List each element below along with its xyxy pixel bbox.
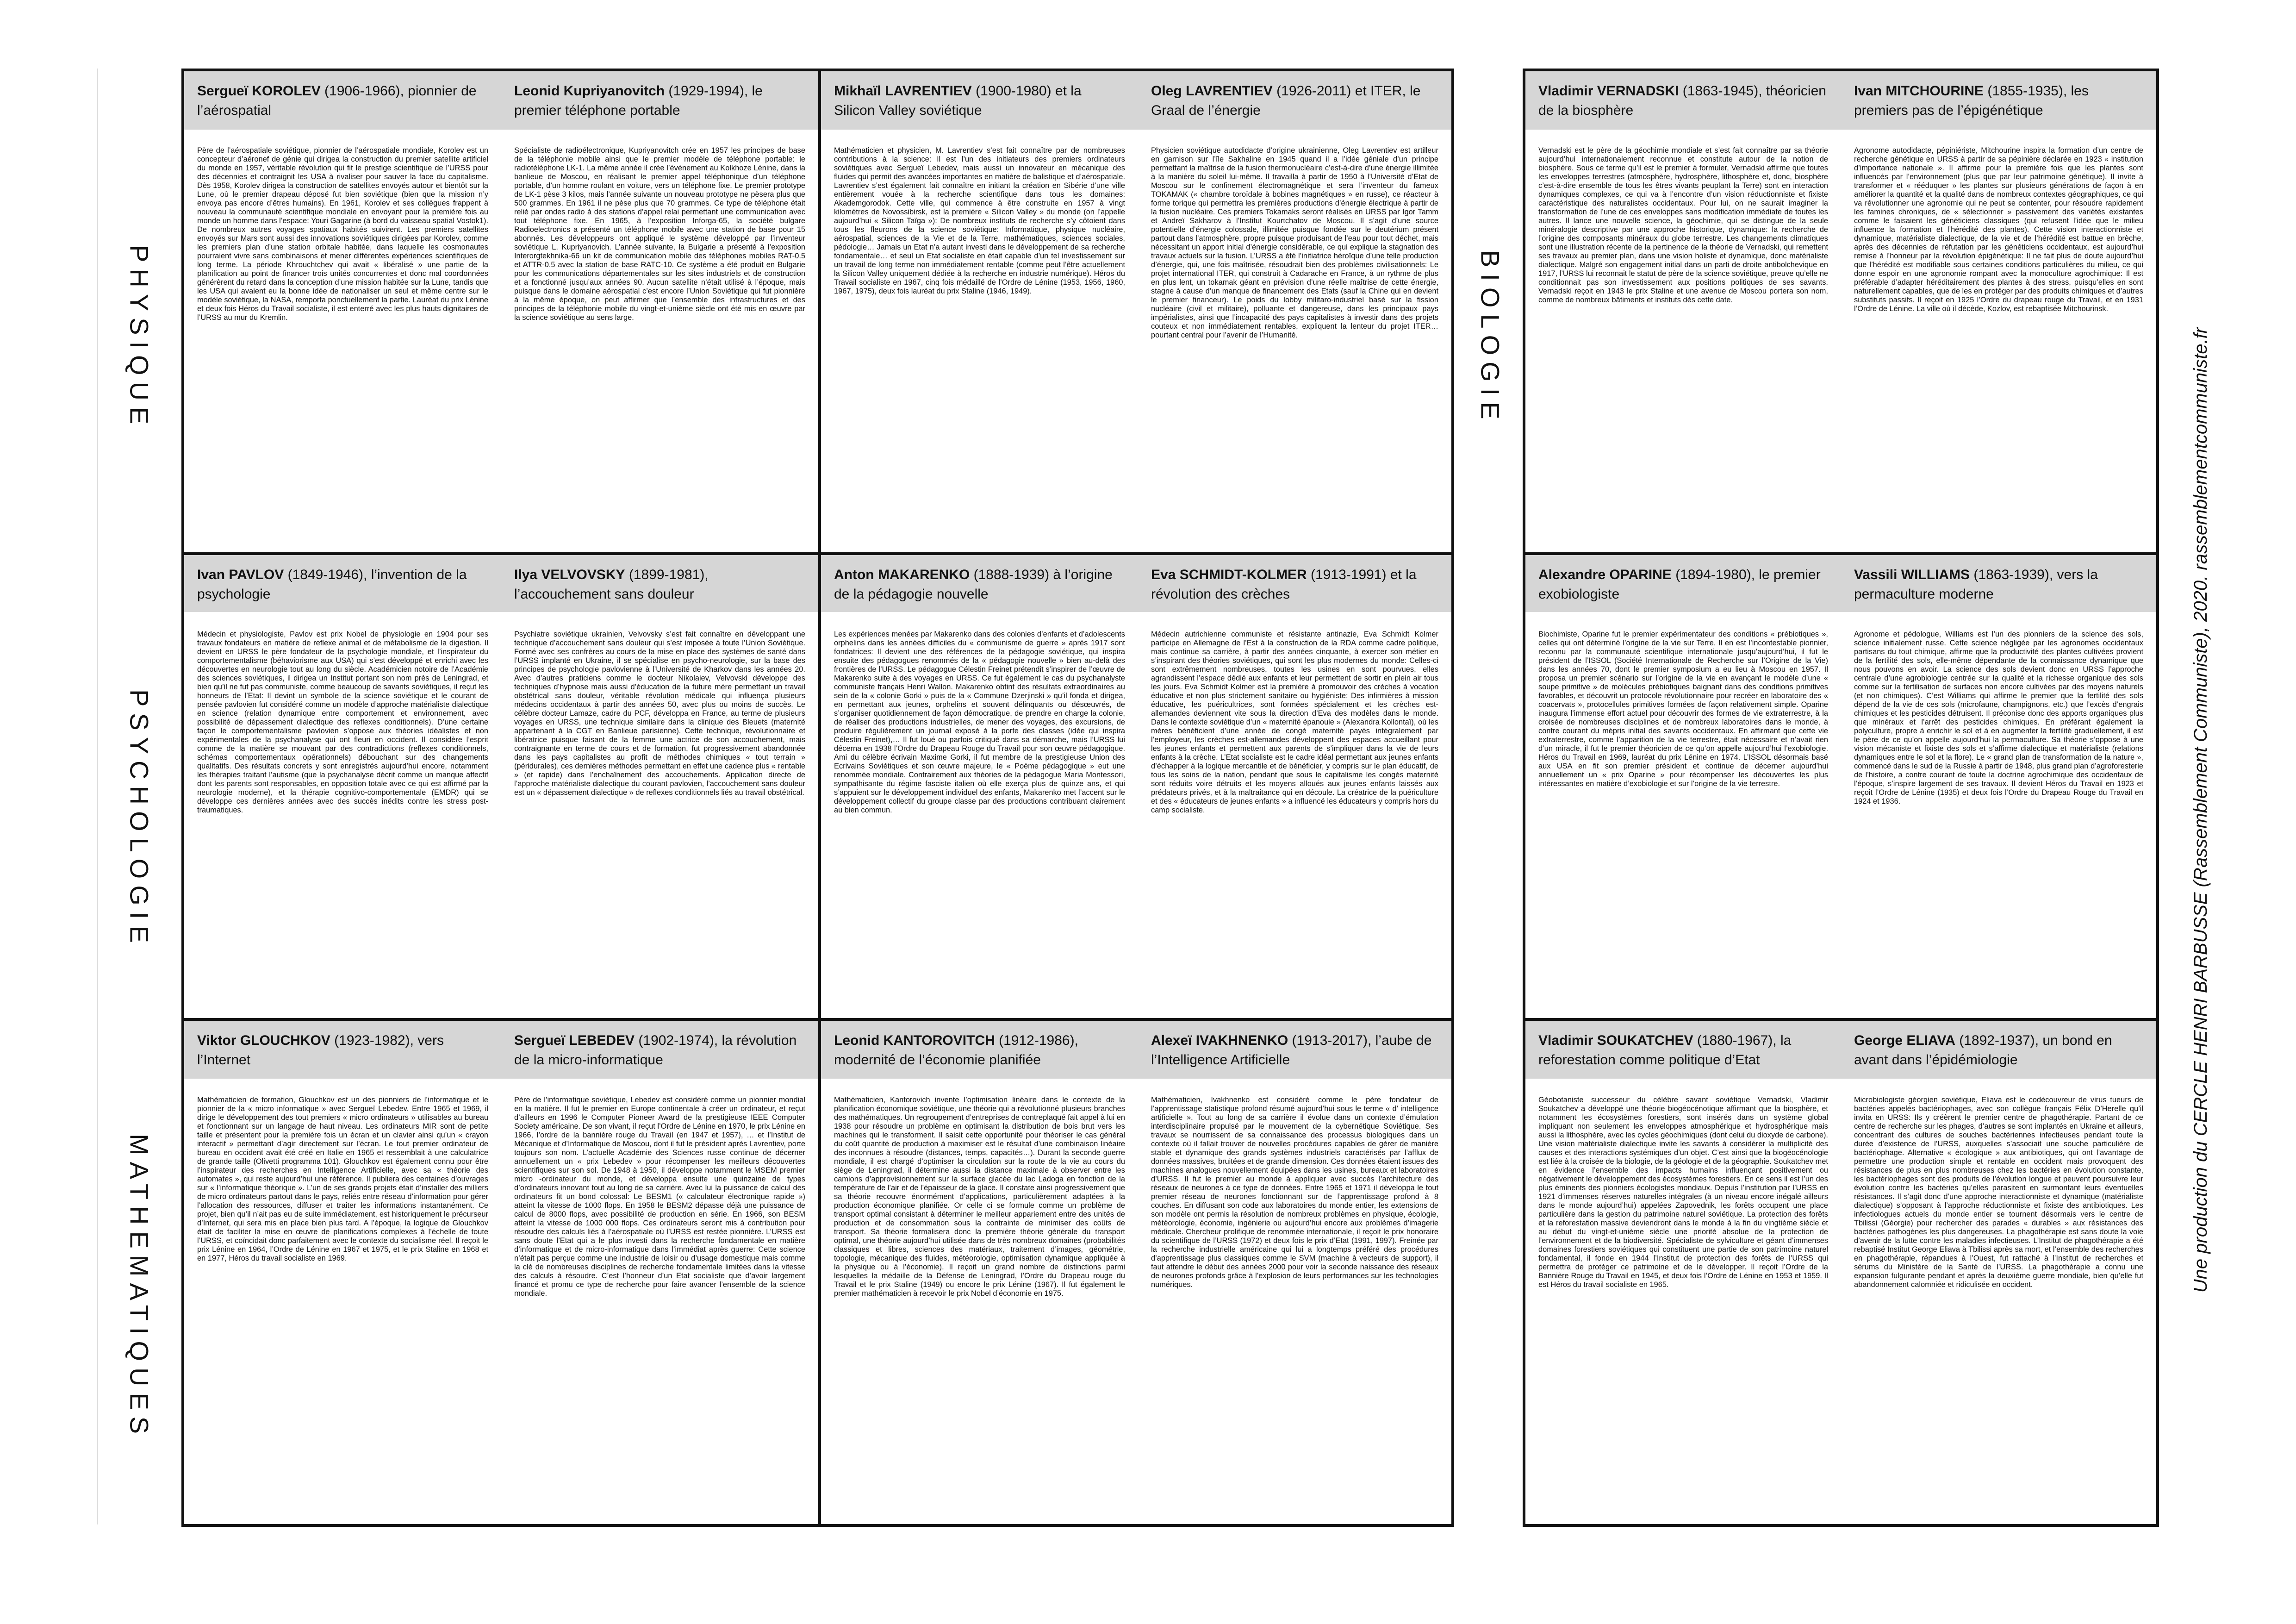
card-title: (1902-1974), la révolution de la micro-informatique <box>514 1033 797 1068</box>
card-heading <box>514 81 805 131</box>
scientist-name: Mikhaïl LAVRENTIEV <box>834 83 972 99</box>
card-title: (1923-1982), vers l’Internet <box>197 1033 444 1068</box>
card-title: (1899-1981), l’accouchement sans douleur <box>514 567 709 602</box>
card-heading <box>834 1031 1125 1080</box>
card-text: Spécialiste de radioélectronique, Kupriyanovitch crée en 1957 les principes de base de la téléphonie mobile ainsi que le premier modèle de téléphone portable: le radiotéléphone LK-1. La même année il crée l’événement au Kolkhoze Lénine, dans la banlieue de Moscou, en réalisant le premier appel téléphonique d’un téléphone portable, d’un homme roulant en voiture, vers un téléphone fixe. Le premier prototype de LK-1 pèse 3 kilos, mais l’année suivante un nouveau prototype ne pèsera plus que 500 grammes. En 1961 il ne pèse plus que 70 grammes. Ce type de téléphone était relié par ondes radio à des stations d’appel relai permettant une communication avec tout téléphone fixe. En 1965, à l’exposition Inforga-65, la société bulgare Radioelectronics a présenté un téléphone mobile avec une station de base pour 15 abonnés. Les développeurs ont appliqué le système développé par l’inventeur soviétique L. Kupriyanovich. L’année suivante, la Bulgarie a présenté à l’exposition Interorgtekhnika-66 un kit de communication mobile des téléphones mobiles RAT-0.5 et ATTR-0.5 avec la station de base RATC-10. Ce système a été produit en Bulgarie pour les communications départementales sur les sites industriels et de construction et a fonctionné jusqu’aux années 90. Aucun satellite n’était utilisé à l’époque, mais puisque dans le domaine aérospatial c’est encore l’Union Soviétique qui fut pionnière à la même époque, on peut affirmer que l’ensemble des infrastructures et des principes de la téléphonie mobile du vingt-et-unième siècle ont été mis en œuvre par la science soviétique au sens large. <box>514 146 805 322</box>
card-title: (1900-1980) et la Silicon Valley soviétique <box>834 83 1082 118</box>
card-heading <box>197 565 488 614</box>
card-title: (1863-1939), vers la permaculture moderne <box>1854 567 2098 602</box>
card-williams <box>1841 555 2156 1018</box>
card-text: Mathématicien, Ivakhnenko est considéré comme le père fondateur de l’apprentissage statistique profond résumé aujourd’hui sous le terme « d’ intelligence artificielle ». Tout au long de sa carrière il évolue dans un contexte d’émulation interdisciplinaire propulsé par le mouvement de la cybernétique Soviétique. Ses travaux se nourrissent de sa connaissance des processus biologiques dans un contexte où il fallait trouver de nouvelles procédures capables de gérer de manière stable et dynamique des grands systèmes industriels caractérisés par l’afflux de données massives, bruitées et de grande dimension. Ces données étaient issues des machines analogues nouvellement équipées dans les usines, bureaux et laboratoires d’URSS. Il fut le premier au monde à appliquer avec succès l’architecture des réseaux de neurones à ce type de données. Entre 1965 et 1971 il développa le tout premier réseau de neurones fonctionnant sur de l’apprentissage profond à 8 couches. En diffusant son code aux laboratoires du monde entier, les extensions de son modèle ont permis la résolution de nombreux problèmes en physique, écologie, météorologie, économie, ingénierie ou aujourd’hui encore aux problèmes d’imagerie médicale. Chercheur prolifique de renommée internationale, il reçoit le prix honoraire du scientifique de l’URSS (1972) et deux fois le prix d’Etat (1991, 1997). Freinée par la recherche industrielle américaine qui lui a longtemps préféré des procédures d’apprentissage plus classiques comme le SVM (machine à vecteurs de support), il faut attendre le début des années 2000 pour voir la seconde naissance des réseaux de neurones profonds grâce à l’explosion de leurs performances sur les technologies numériques. <box>1151 1096 1438 1289</box>
card-soukatchev <box>1525 1021 1841 1524</box>
card-lebedev <box>501 1021 818 1524</box>
row-label-text: BIOLOGIE <box>1475 250 1505 426</box>
card-heading <box>1151 1031 1438 1080</box>
card-title: (1849-1946), l’invention de la psychologie <box>197 567 467 602</box>
scientist-name: Oleg LAVRENTIEV <box>1151 83 1273 99</box>
scientist-name: Vladimir VERNADSKI <box>1538 83 1679 99</box>
card-glouchkov <box>184 1021 501 1524</box>
card-text: Biochimiste, Oparine fut le premier expérimentateur des conditions « prébiotiques », celles qui ont déterminé l’origine de la vie sur Terre. Il en est l’incontestable pionnier, reconnu par la communauté scientifique internationale jusqu’aujourd’hui, il fut le président de l’ISSOL (Société Internationale de Recherche sur l’Origine de la Vie) dans les années 70, dont le premier symposium a eu lieu à Moscou en 1957. Il proposa un premier scénario sur l’origine de la vie en avançant le modèle d’une « soupe primitive » de molécules prébiotiques baignant dans des conditions primitives favorables, et découvrit un protocole révolutionnaire pour recréer en laboratoire des « coacervats », protocellules primitives formées de façon relativement simple. Oparine inaugura l’immense effort actuel pour découvrir des formes de vie extraterrestre, à la croisée de nombreuses disciplines et de nombreux laboratoires dans le monde, à contre courant du mépris initial des savants occidentaux. En affirmant que cette vie extraterrestre, comme l’apparition de la vie terrestre, était nécessaire et n’avait rien d’un miracle, il fut le premier théoricien de ce qu’on appelle aujourd’hui l’exobiologie. Héros du Travail en 1969, lauréat du prix Lénine en 1974. L’ISSOL désormais basé aux USA en fit son premier président et continue de décerner aujourd’hui annuellement un « prix Oparine » pour récompenser les découvertes les plus intéressantes en matière d’exobiologie et sur l’origine de la vie terrestre. <box>1538 630 1828 788</box>
card-text: Médecin autrichienne communiste et résistante antinazie, Eva Schmidt Kolmer participe en Allemagne de l’Est à la construction de la RDA comme cadre politique, mais continue sa carrière, à partir des années cinquante, à exercer son métier en s’inspirant des théories soviétiques, qui sont les plus modernes du monde: Celles-ci sont extrêmement nombreuses, toutes les usines en sont pourvues, elles agrandissent l’espace dédié aux enfants et leur permettent de sortir en plein air tous les jours. Eva Schmidt Kolmer est la première à promouvoir des crèches à vocation éducative et non plus strictement sanitaire ou hygiéniste: Des infirmières à mission éducative, les puéricultrices, sont formées spécialement et les crèches est-allemandes deviennent vite sous la direction d’Eva des modèles dans le monde. Dans le contexte soviétique d’un « maternité épanouie » (Alexandra Kollontaï), où les mères bénéficient d’une année de congé maternité payés intégralement par l’employeur, les crèches est-allemandes développent des espaces accueillant pour les jeunes enfants et permettent aux parents de s’impliquer dans la vie de leurs enfants à la crèche. L’Etat socialiste est le cadre idéal permettant aux jeunes enfants d’échapper à la logique mercantile et de bénéficier, y compris sur le plan éducatif, de tous les soins de la nation, pendant que sous le capitalisme les congés maternité sont réduits voire détruits et les moyens alloués aux jeunes enfants laissés aux prédateurs privés, et à la maltraitance qui en découle. La créatrice de la puériculture et des « éducateurs de jeunes enfants » a influencé les éducateurs y compris hors du camp socialiste. <box>1151 630 1438 814</box>
card-heading <box>1854 1031 2143 1080</box>
card-title: (1906-1966), pionnier de l’aérospatial <box>197 83 477 118</box>
card-text: Vernadski est le père de la géochimie mondiale et s’est fait connaître par sa théorie aujourd’hui internationalement reconnue et constitute autour de la notion de biosphère. Sous ce terme qu’il est le premier à formuler, Vernadski affirme que toutes les enveloppes terrestres (atmosphère, hydrosphère, lithosphère et, donc, biosphère c’est-à-dire ensemble de tous les êtres vivants peuplant la Terre) sont en interaction dynamiques complexes, ce qui va à l’encontre d’un vision réductionniste et fixiste caractéristique des naturalistes occidentaux. Pour lui, on ne saurait imaginer la transformation de l’une de ces enveloppes sans modification immédiate de toutes les autres. Il lance une nouvelle science, la géochimie, qui se distingue de la seule minéralogie descriptive par une approche historique, dynamique: la recherche de l’origine des composants minéraux du globe terrestre. Les changements climatiques sont une illustration récente de la pertinence de la théorie de Vernadski, qui remettent ses travaux au premier plan, dans une vision holiste et dynamique, donc matérialiste dialectique. Malgré son engagement initial dans un parti de droite antibolchevique en 1917, l’URSS lui reconnait le statut de père de la science soviétique, preuve qu’elle ne conditionnait pas son investissement aux positions politiques de ses savants. Vernadski reçoit en 1943 le prix Staline et une avenue de Moscou portera son nom, comme de nombreux bâtiments et instituts dès cette date. <box>1538 146 1828 304</box>
grid-right <box>1523 69 2159 1527</box>
card-heading <box>1151 81 1438 131</box>
credit-line <box>2173 116 2228 1505</box>
scientist-name: Sergueï KOROLEV <box>197 83 321 99</box>
card-text: Agronome et pédologue, Williams est l’un des pionniers de la science des sols, science initialement russe. Cette science négligée par les agronomes occidentaux partisans du tout chimique, affirme que la productivité des plantes cultivées provient de la fertilité des sols, elle-même dépendante de la connaissance dynamique que nous pouvons en avoir. La science des sols devient donc en URSS l’approche centrale d’une agrobiologie centrée sur la qualité et la richesse organique des sols comme sur la fertilisation de surfaces non encore cultivées par des moyens naturels (et non chimiques). C’est Williams qui affirme le premier que la fertilité des sols dépend de la vie de ces sols (microfaune, champignons, etc.) que l’excès d’engrais chimiques et les pesticides détruisent. Il préconise donc des apports organiques plus que minéraux et l’arrêt des pesticides chimiques. En préférant également la polyculture, propre à enrichir le sol et à en augmenter la fertilité graduellement, il est le père de ce qu’on appelle aujourd’hui la permaculture. Sa théorie s’oppose à une vision mécaniste et fixiste des sols et s’affirme dialectique et matérialiste (relations dynamiques entre le sol et la flore). Le « grand plan de transformation de la nature », commencé dans le sud de la Russie à partir de 1948, plus grand plan d’agroforesterie de l’histoire, a contre courant de toute la doctrine agrochimique des occidentaux de l’époque, s’inspire largement de ses travaux. Il devient Héros du Travail en 1923 et reçoit l’Ordre de Lénine (1935) et deux fois l’Ordre du Drapeau Rouge du Travail en 1924 et 1936. <box>1854 630 2143 806</box>
card-heading <box>1854 81 2143 131</box>
row-label-text: PSYCHOLOGIE <box>124 689 154 949</box>
card-text: Père de l’aérospatiale soviétique, pionnier de l’aérospatiale mondiale, Korolev est un concepteur d’aéronef de génie qui dirigea la construction du premier satellite artificiel du monde en 1957, véritable révolution qui fit le prestige scientifique de l’URSS pour des décennies et contraignit les USA à rivaliser pour sauver la face du capitalisme. Dès 1958, Korolev dirigea la construction de satellites envoyés autour et bientôt sur la Lune, où le premier drapeau déposé fut bien soviétique (bien que la mission n’y envoya pas encore d’êtres humains). En 1961, Korolev et ses collègues frappent à nouveau la communauté scientifique mondiale en envoyant pour la première fois au monde un homme dans l’espace: Youri Gagarine (à bord du vaisseau spatial Vostok1). De nombreux autres voyages spatiaux habités suivirent. Les premiers satellites envoyés sur Mars sont aussi des innovations soviétiques dirigées par Korolev, comme les premiers plan d’une station orbitale habitée, dans laquelle les cosmonautes pourraient vivre sans combinaisons et mener différentes expériences scientifiques de long terme. La période Khrouchtchev qui avait « libéralisé » une partie de la planification au point de financer trois unités concurrentes et donc mal coordonnées générèrent du retard dans la conception d’une mission habitée sur la Lune, tandis que les USA qui avaient eu la bonne idée de nationaliser un seul et même centre sur le modèle soviétique, la NASA, remporta ponctuellement la partie. Lauréat du prix Lénine et deux fois Héros du Travail socialiste, il est enterré avec les plus hauts dignitaires de l’URSS au mur du Kremlin. <box>197 146 488 322</box>
scientist-name: Vassili WILLIAMS <box>1854 567 1970 582</box>
card-heading <box>1151 565 1438 614</box>
card-title: (1863-1945), théoricien de la biosphère <box>1538 83 1826 118</box>
scientist-name: Eva SCHMIDT-KOLMER <box>1151 567 1307 582</box>
row-label-psychologie <box>97 611 181 1028</box>
card-heading <box>1538 81 1828 131</box>
card-heading <box>1538 565 1828 614</box>
grid-left <box>181 69 1454 1527</box>
card-pavlov <box>184 555 501 1018</box>
card-text: Psychiatre soviétique ukrainien, Velvovsky s’est fait connaître en développant une technique d’accouchement sans douleur qui s’est imposée à toute l’Union Soviétique. Formé avec ses confrères au cours de la mise en place des systèmes de santé dans l’URSS implanté en Ukraine, il se spécialise en psycho-neurologie, sur la base des principes de psychologie pavlovienne à l’Université de Kharkov dans les années 20. Avec d’autres praticiens comme le docteur Nikolaiev, Velvovski développe des techniques d’hypnose mais aussi d’éducation de la future mère permettant un travail obstétrical sans douleur, véritable révolution médicale qui influença plusieurs médecins occidentaux à partir des années 50, avec plus ou moins de succès. Le célèbre docteur Lamaze, cadre du PCF, développa en France, au terme de plusieurs voyages en URSS, une technique similaire dans la clinique des Bleuets (maternité appartenant à la CGT en Banlieue parisienne). Cette technique, révolutionnaire et libératrice puisque faisant de la femme une actrice de son accouchement, mais contraignante en terme de cours et de formation, fut progressivement abandonnée dans les pays capitalistes au profit de méthodes chimiques « tout terrain » (péridurales), ces dernières méthodes permettant en effet une cadence plus « rentable » (et rapide) dans l’enchaînement des accouchements. Application directe de l’approche matérialiste dialectique du courant pavlovien, l’accouchement sans douleur est un « dépassement dialectique » de reflexes conditionnels liés au travail obstétrical. <box>514 630 805 797</box>
card-ivakhnenko <box>1138 1021 1451 1524</box>
row-label-text: MATHEMATIQUES <box>124 1133 154 1441</box>
card-korolev <box>184 71 501 552</box>
card-vernadski <box>1525 71 1841 552</box>
card-heading <box>1854 565 2143 614</box>
row-label-text: PHYSIQUE <box>124 245 154 431</box>
card-lavrentiev-m <box>821 71 1138 552</box>
card-text: Mathématicien, Kantorovich invente l’optimisation linéaire dans le contexte de la planification économique soviétique, une théorie qui a révolutionné plusieurs branches des mathématiques. Un regroupement d’entreprises de contreplaqué fait appel à lui en 1938 pour résoudre un problème en optimisant la distribution de bois brut vers les machines qui le transforment. Il saisit cette opportunité pour théoriser le cas général du coût quantité de production à maximiser est le résultat d’une combinaison linéaire des inconnues à résoudre (distances, temps, capacités…). Durant la seconde guerre mondiale, il est chargé d’optimiser la circulation sur la route de la vie au cours du siège de Leningrad, il détermine aussi la distance maximale à observer entre les camions d’approvisionnement sur la surface glacée du lac Ladoga en fonction de la température de l’air et de l’épaisseur de la glace. Il constate ainsi progressivement que sa théorie recouvre énormément d’applications, particulièrement adaptées à la production économique planifiée. Or celle ci se formule comme un problème de transport optimal consistant à déterminer le meilleur appariement entre des unités de production et de consommation sous la contrainte de minimiser des coûts de transport. Sa théorie formalisera donc la première théorie générale du transport optimal, une théorie aujourd’hui utilisée dans de très nombreux domaines (probabilités classiques et libres, sciences des matériaux, traitement d’images, géométrie, topologie, mécanique des fluides, météorologie, optimisation dynamique appliquée à la physique ou à l’économie). Il reçoit un grand nombre de distinctions parmi lesquelles la médaille de la Défense de Leningrad, l’Ordre du Drapeau rouge du Travail et le prix Staline (1949) ou encore le prix Lénine (1967). Il fut également le premier mathématicien à recevoir le prix Nobel d’économie en 1975. <box>834 1096 1125 1298</box>
row-label-mathematiques <box>97 1079 181 1495</box>
card-heading <box>834 565 1125 614</box>
card-heading <box>834 81 1125 131</box>
card-text: Physicien soviétique autodidacte d’origine ukrainienne, Oleg Lavrentiev est artilleur en garnison sur l’île Sakhaline en 1945 quand il a l’idée géniale d’un principe permettant la maîtrise de la fusion thermonucléaire c’est-à-dire d’une énergie illimitée à la manière du soleil lui-même. Il travailla à partir de 1950 à l’Université d’Etat de Moscou sur le confinement électromagnétique et sera l’inventeur du fameux TOKAMAK (« chambre toroïdale à bobines magnétiques » en russe), ce réacteur à forme torique qui permettra les premières productions d’énergie électrique à partir de la fusion nucléaire. Ces premiers Tokamaks seront réalisés en URSS par Igor Tamm et Andreï Sakharov à l’Institut Kourtchatov de Moscou. Il s’agit d’une source potentielle d’énergie colossale, illimitée puisque fondée sur le deutérium présent partout dans l’atmosphère, propre puisque produisant de l’eau pour tout déchet, mais nécessitant un apport initial d’énergie considérable, ce qui explique la stagnation des travaux actuels sur la fusion. L’URSS a été l’initiatrice héroïque d’une telle production d’énergie, qui, une fois maîtrisée, résoudrait bien des problèmes civilisationnels: Le projet international ITER, qui construit à Cadarache en France, à un rythme de plus en plus lent, un tokamak géant en prévision d’une réelle maîtrise de cette énergie, stagne à cause d’un manque de financement des Etats (sauf la Chine qui en devient le premier financeur). Le poids du lobby militaro-industriel basé sur la fission nucléaire (civil et militaire), polluante et dangereuse, dans les principaux pays impérialistes, ainsi que l’incapacité des pays capitalistes à investir dans des projets couteux et non immédiatement rentables, expliquent la lenteur du projet ITER… pourtant central pour l’avenir de l’Humanité. <box>1151 146 1438 339</box>
row-label-biologie <box>1458 130 1523 546</box>
card-text: Médecin et physiologiste, Pavlov est prix Nobel de physiologie en 1904 pour ses travaux fondateurs en matière de reflexe animal et de métabolisme de la digestion. Il devient en URSS le père fondateur de la psychologie mondiale, et l’inspirateur du comportementalisme (béhaviorisme aux USA) qui s’est développé et enrichi avec les découvertes en neurologie tout au long du siècle. Académicien notoire de l’Académie des sciences soviétiques, il dirigea un Institut portant son nom près de Leningrad, et bien qu’il ne fut pas communiste, comme beaucoup de savants soviétiques, il reçut les honneurs de l’Etat: Il devint un symbole de la science soviétique et le courant de pensée pavlovien fut considéré comme un modèle d’approche matérialiste dialectique en science (relation dynamique entre comportement et environnement, avec possibilité de dépassement dialectique des reflexes conditionnels). D’une certaine façon le comportementalisme pavlovien s’oppose aux théories idéalistes et non expérimentales de la psychanalyse qui ont fleuri en occident. Il considère l’esprit comme de la matière se mouvant par des contradictions (reflexes conditionnels, schémas comportementaux opérationnels) débouchant sur des changements qualitatifs. Des résultats concrets y sont enregistrés aujourd’hui encore, notamment les thérapies traitant l’autisme (que la psychanalyse décrit comme un manque affectif dont les parents sont responsables, en opposition totale avec ce qui est affirmé par la neurologie moderne), et la thérapie cognitivo-comportementale (EMDR) qui se développe ces dernières années avec des succès inédits contre les stress post-traumatiques. <box>197 630 488 814</box>
scientist-name: Alexandre OPARINE <box>1538 567 1672 582</box>
card-text: Les expériences menées par Makarenko dans des colonies d’enfants et d’adolescents orphelins dans les années difficiles du « communisme de guerre » après 1917 sont fondatrices: Il devient une des références de la pédagogie soviétique, qui inspira ensuite des pédagogues renommés de la « pédagogie nouvelle » bien au-delà des frontières de l’URSS. Le pédagogue Célestin Freinet prétendit s’inspirer de l’œuvre de Makarenko suite à des voyages en URSS. Ce fut également le cas du psychanalyste communiste français Henri Wallon. Makarenko obtint des résultats extraordinaires au sein de la « colonie Gorki » puis de la « Commune Dzerjinski » qu’il fonda et dirigea, en permettant aux jeunes, orphelins et souvent délinquants ou désœuvrés, de s’organiser quotidiennement de façon démocratique, de prendre en charge la colonie, de réaliser des productions industrielles, de mener des voyages, des excursions, de produire régulièrement un journal exposé à la porte des classes (idée qui inspira Célestin Freinet),… Il fut loué ou parfois critiqué dans sa démarche, mais l’URSS lui décerna en 1938 l’Ordre du Drapeau Rouge du Travail pour son œuvre pédagogique. Ami du célèbre écrivain Maxime Gorki, il fut membre de la prestigieuse Union des Ecrivains Soviétiques et son œuvre majeure, le « Poème pédagogique » eut une renommée mondiale. Contrairement aux théories de la pédagogue Maria Montessori, sympathisante du régime fasciste italien où elle exerça plus de quinze ans, et qui s’appuient sur le développement individuel des enfants, Makarenko met l’accent sur le développement collectif du groupe classe par des productions contribuant clairement au bien commun. <box>834 630 1125 814</box>
card-title: (1855-1935), les premiers pas de l’épigénétique <box>1854 83 2089 118</box>
row-label-physique <box>97 130 181 546</box>
scientist-name: Sergueï LEBEDEV <box>514 1033 635 1048</box>
card-title: (1894-1980), le premier exobiologiste <box>1538 567 1821 602</box>
card-text: Mathématicien de formation, Glouchkov est un des pionniers de l’informatique et le pionnier de la « micro informatique » avec Sergueï Lebedev. Entre 1965 et 1969, il dirige le développement des tout premiers « micro ordinateurs » utilisables au bureau et fonctionnant sur un langage de haut niveau. Les ordinateurs MIR sont de petite taille et présentent pour la première fois un écran et un clavier ainsi qu’un « crayon interactif » permettant d’agir directement sur l’écran. Le tout premier ordinateur de bureau en occident avait été créé en Italie en 1965 et ressemblait à une calculatrice de grande taille (Olivetti programma 101). Glouchkov est également connu pour être l’inspirateur des recherches en Intelligence Artificielle, avec sa « théorie des automates », qui reste aujourd’hui une référence. Il publiera des centaines d’ouvrages sur « l’informatique théorique ». L’un de ses grands projets était d’installer des milliers de micro ordinateurs partout dans le pays, reliés entre réseau d’information pour gérer l’allocation des ressources, diffuser et traiter les informations instantanément. Ce projet, bien qu’il n’ait pas eu de suite immédiatement, est historiquement le précurseur d’Internet, qui sera mis en place bien plus tard. A l’époque, la logique de Glouchkov était de faciliter la mise en œuvre de planifications complexes à l’échelle de toute l’URSS, et coïncidait donc parfaitement avec le contexte du socialisme réel. Il reçoit le prix Lénine en 1964, l’Ordre de Lénine en 1967 et 1975, et le prix Staline en 1968 et en 1977, Héros du travail socialiste en 1969. <box>197 1096 488 1262</box>
scientist-name: Leonid KANTOROVITCH <box>834 1033 995 1048</box>
scientist-name: Anton MAKARENKO <box>834 567 970 582</box>
card-text: Mathématicien et physicien, M. Lavrentiev s’est fait connaître par de nombreuses contributions à la science: Il est l’un des initiateurs des premiers ordinateurs soviétiques avec Sergueï Lebedev, mais aussi un innovateur en mécanique des fluides qui permit des avancées importantes en matière de balistique et d’aérospatiale. Lavrentiev s’est également fait connaître en initiant la création en Sibérie d’une ville entièrement vouée à la recherche scientifique dans tous les domaines: Akademgorodok. Cette ville, qui commence à être construite en 1957 à vingt kilomètres de Novossibirsk, est la première « Silicon Valley » du monde (on l’appelle aujourd’hui « Silicon Taïga »): De nombreux instituts de recherche s’y côtoient dans tous les fleurons de la science soviétique: Informatique, physique nucléaire, aérospatial, sciences de la Vie et de la Terre, mathématiques, sciences sociales, pédologie… Jamais un Etat n’a autant investi dans le développement de sa recherche fondamentale… et seul un Etat socialiste en était capable d’un tel investissement sur un travail de long terme non immédiatement rentable (comme peut l’être actuellement la Silicon Valley uniquement dédiée à la recherche en industrie numérique). Héros du Travail socialiste en 1967, cinq fois médaillé de l’Ordre de Lénine (1953, 1956, 1960, 1967, 1975), deux fois lauréat du prix Staline (1946, 1949). <box>834 146 1125 295</box>
card-text: Géobotaniste successeur du célèbre savant soviétique Vernadski, Vladimir Soukatchev a développé une théorie biogéocénotique affirmant que la biosphère, et notamment les écosystèmes forestiers, sont insérés dans un système global impliquant non seulement les enveloppes atmosphérique et hydrosphérique mais aussi la lithosphère, avec les cycles géochimiques (dont celui du dioxyde de carbone). Une vision matérialiste dialectique invite les savants à considérer la multiplicité des causes et des interactions systémiques d’un objet. C’est ainsi que la biogéocénologie est liée à la croisée de la biologie, de la géologie et de la géographie. Soukatchev met en évidence l’ensemble des impacts humains influençant positivement ou négativement le développement des écosystèmes forestiers. En ce sens il est l’un des plus éminents des pionniers écologistes mondiaux. Depuis l’institution par l’URSS en 1921 d’immenses réserves naturelles intégrales (à un niveau encore inégalé ailleurs dans le monde aujourd’hui) appelées Zapovednik, les forêts occupent une place particulière dans la gestion du patrimoine naturel soviétique. La protection des forêts et la reforestation massive deviendront dans le monde à la fin du vingtième siècle et au début du vingt-et-unième siècle une priorité absolue de la protection de l’environnement et de la biodiversité. Spécialiste de sylviculture et géant d’immenses domaines forestiers soviétiques qui constituent une partie de son patrimoine naturel fondamental, il fonde en 1944 l’Institut de protection des forêts de l’URSS qui permettra de protéger ce patrimoine et de le développer. Il reçoit l’Ordre de la Bannière Rouge du Travail en 1945, et deux fois l’Ordre de Lénine en 1953 et 1959. Il est Héros du travail socialiste en 1965. <box>1538 1096 1828 1289</box>
card-heading <box>197 81 488 131</box>
card-title: (1912-1986), modernité de l’économie planifiée <box>834 1033 1078 1068</box>
card-eliava <box>1841 1021 2156 1524</box>
scientist-name: Ilya VELVOVSKY <box>514 567 625 582</box>
card-text: Agronome autodidacte, pépiniériste, Mitchourine inspira la formation d’un centre de recherche génétique en URSS à partir de sa pépinière déclarée en 1923 « institution d’importance nationale ». Il affirme pour la première fois que les plantes sont influencés par l’environnement (plus que par leur patrimoine génétique). Il invite à transformer et « rééduquer » les plantes sur plusieurs générations de façon à en améliorer la quantité et la qualité dans de nombreux contextes géographiques, ce qui va révolutionner une agronomie qui ne peut se contenter, pour résoudre rapidement les famines chroniques, de « sélectionner » passivement des variétés existantes comme le faisaient les généticiens classiques (qui refusent l’idée que le milieu influence la formation et l’hérédité des plantes). Cette vision interactionniste et dynamique, matérialiste dialectique, de la vie et de l’hérédité est battue en brèche, après des décennies de réfutation par les généticiens occidentaux, est aujourd’hui remise à l’honneur par la révolution épigénétique: Il ne fait plus de doute aujourd’hui que l’hérédité est modifiable sous certaines conditions particulières du milieu, ce qui donne espoir en une agronomie rompant avec la monoculture agrochimique: Il est préférable d’adapter héréditairement des plantes à des stress, puisqu’elles en sont naturellement capables, que de les en protéger par des produits chimiques et d’autres substituts passifs. Il reçoit en 1925 l’Ordre du drapeau rouge du Travail, et en 1931 l’Ordre de Lénine. La ville où il décède, Kozlov, est rebaptisée Mitchourinsk. <box>1854 146 2143 313</box>
card-title: (1929-1994), le premier téléphone portable <box>514 83 763 118</box>
scientist-name: Ivan PAVLOV <box>197 567 284 582</box>
card-text: Microbiologiste géorgien soviétique, Eliava est le codécouvreur de virus tueurs de bactéries appelés bactériophages, avec son collègue français Félix D’Herelle qu’il invita en URSS: Ils y créèrent le premier centre de phagothérapie. Partant de ce centre de recherche sur les phages, d’autres se sont implantés en Ukraine et ailleurs, concentrant des cultures de souches bactériennes infectieuses pendant toute la durée d’existence de l’URSS, auxquelles s’associait une souche particulière de bactériophage. Alternative « écologique » aux antibiotiques, qui ont l’avantage de permettre une production simple et rentable en occident mais provoquent des résistances de plus en plus nombreuses chez les bactéries en évolution constante, les bactériophages sont des produits de l’évolution longue et peuvent poursuivre leur évolution contre les bactéries qu’elles parasitent en surmontant leurs éventuelles résistances. Il s’agit donc d’une approche interactionniste et dynamique (matérialiste dialectique) s’opposant à l’approche réductionniste et fixiste des antibiotiques. Les infectiologues actuels du monde entier se tournent désormais vers le centre de Tbilissi (Géorgie) pour rechercher des parades « durables » aux résistances des bactéries pathogènes les plus dangereuses. La phagothérapie est sans doute la voie d’avenir de la lutte contre les maladies infectieuses. L’Institut de phagothérapie a été rebaptisé Institut George Eliava à Tbilissi après sa mort, et l’ensemble des recherches en phagothérapie, répandues à l’Ouest, fut rattaché à l’Institut de recherches et sérums du Ministère de la Santé de l’URSS. La phagothérapie a connu une expansion fulgurante pendant et après la deuxième guerre mondiale, bien qu’elle fut abandonnement calomniée et ridiculisée en occident. <box>1854 1096 2143 1289</box>
card-title: (1913-1991) et la révolution des crèches <box>1151 567 1417 602</box>
card-text: Père de l’informatique soviétique, Lebedev est considéré comme un pionnier mondial en la matière. Il fut le premier en Europe continentale à créer un ordinateur, et reçut d’ailleurs en 1996 le Computer Pioneer Award de la prestigieuse IEEE Computer Society américaine. De son vivant, il reçut l’Ordre de Lénine en 1970, le prix Lénine en 1966, l’ordre de la bannière rouge du Travail (en 1947 et 1957), … et l’Institut de Mécanique et d’Informatique de Moscou, dont il fut le président après Lavrentiev, porte toujours son nom. L’actuelle Académie des Sciences russe continue de décerner annuellement un « prix Lebedev » pour récompenser les meilleurs découvertes scientifiques sur son sol. De 1948 à 1950, il développe notamment le MSEM premier micro -ordinateur du monde, et développa ensuite une quinzaine de types d’ordinateurs innovant tout au long de sa carrière. Avec lui la puissance de calcul des ordinateurs fit un bond colossal: Le BESM1 (« calculateur électronique rapide ») atteint la vitesse de 1000 flops. En 1958 le BESM2 dépasse déjà une puissance de calcul de 8000 flops, avec possibilité de production en série. En 1966, son BESM atteint la vitesse de 1000 000 flops. Ces ordinateurs seront mis à contribution pour résoudre des calculs liés à l’aérospatiale où l’URSS est restée pionnière. L’URSS est sans doute l’Etat qui a le plus investi dans la recherche fondamentale en matière d’informatique et de micro-informatique dans l’immédiat après guerre: Cette science n’était pas perçue comme une industrie de loisir ou d’usage domestique mais comme la clé de nombreuses disciplines de recherche fondamentale limitées dans la vitesse des calculs à résoudre. C’est l’honneur d’un Etat socialiste que d’avoir largement financé et promu ce type de recherche pour faire avancer l’ensemble de la science mondiale. <box>514 1096 805 1298</box>
card-lavrentiev-o <box>1138 71 1451 552</box>
card-title: (1913-2017), l’aube de l’Intelligence Artificielle <box>1151 1033 1432 1068</box>
card-heading <box>1538 1031 1828 1080</box>
card-makarenko <box>821 555 1138 1018</box>
scientist-name: Leonid Kupriyanovitch <box>514 83 665 99</box>
card-heading <box>197 1031 488 1080</box>
card-title: (1888-1939) à l’origine de la pédagogie nouvelle <box>834 567 1113 602</box>
card-title: (1926-2011) et ITER, le Graal de l’énergie <box>1151 83 1421 118</box>
scientist-name: Viktor GLOUCHKOV <box>197 1033 330 1048</box>
card-title: (1892-1937), un bond en avant dans l’épidémiologie <box>1854 1033 2112 1068</box>
scientist-name: Vladimir SOUKATCHEV <box>1538 1033 1693 1048</box>
scientist-name: Alexeï IVAKHNENKO <box>1151 1033 1288 1048</box>
card-kantorovitch <box>821 1021 1138 1524</box>
card-heading <box>514 565 805 614</box>
card-heading <box>514 1031 805 1080</box>
card-oparine <box>1525 555 1841 1018</box>
scientist-name: Ivan MITCHOURINE <box>1854 83 1984 99</box>
card-kupriyanovitch <box>501 71 818 552</box>
card-velvovsky <box>501 555 818 1018</box>
scientist-name: George ELIAVA <box>1854 1033 1955 1048</box>
card-title: (1880-1967), la reforestation comme politique d’Etat <box>1538 1033 1792 1068</box>
card-mitchourine <box>1841 71 2156 552</box>
card-schmidt-kolmer <box>1138 555 1451 1018</box>
credit-text: Une production du CERCLE HENRI BARBUSSE (Rassemblement Communiste), 2020. rassemblementcommuniste.fr <box>2190 327 2211 1293</box>
